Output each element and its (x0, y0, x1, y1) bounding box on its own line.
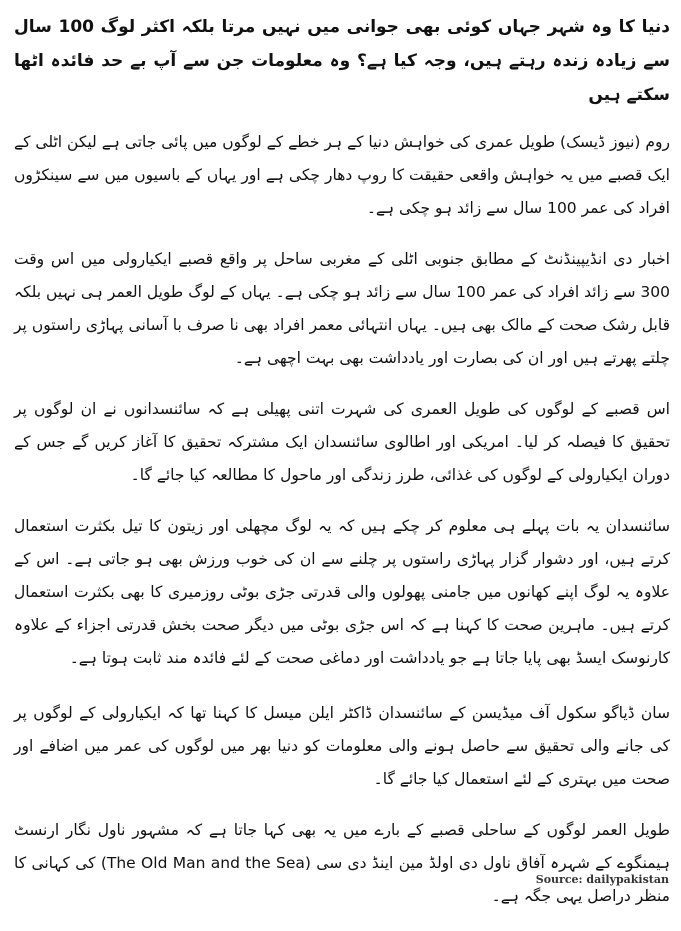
article-paragraph: سائنسدان یہ بات پہلے ہی معلوم کر چکے ہیں کہ یہ لوگ مچھلی اور زیتون کا تیل بکثرت استعمال کرتے ہیں، اور دشوار گزار پہاڑی راستوں پر چلنے سے ان کی خوب ورزش بھی ہو جاتی ہے۔ اس کے علاوہ یہ لوگ اپنے کھانوں میں جامنی پھولوں والی قدرتی جڑی بوٹی روزمیری کا بھی بکثرت استعمال کرتے ہیں۔ ماہرین صحت کا کہنا ہے کہ اس جڑی بوٹی میں دیگر صحت بخش قدرتی اجزاء کے علاوہ کارنوسک ایسڈ بھی پایا جاتا ہے جو یادداشت اور دماغی صحت کے لئے فائدہ مند ثابت ہوتا ہے۔ (14, 517, 670, 667)
article-paragraph: اس قصبے کے لوگوں کی طویل العمری کی شہرت اتنی پھیلی ہے کہ سائنسدانوں نے ان لوگوں پر تحقیق کا فیصلہ کر لیا۔ امریکی اور اطالوی سائنسدان ایک مشترکہ تحقیق کا آغاز کریں گے جس کے دوران ایکیارولی کے لوگوں کی غذائی، طرز زندگی اور ماحول کا مطالعہ کیا جائے گا۔ (14, 400, 670, 484)
article-paragraph: اخبار دی انڈیپینڈنٹ کے مطابق جنوبی اٹلی کے مغربی ساحل پر واقع قصبے ایکیارولی میں اس وقت 300 سے زائد افراد کی عمر 100 سال سے زائد ہو چکی ہے۔ یہاں کے لوگ طویل العمر ہی نہیں بلکہ قابل رشک صحت کے مالک بھی ہیں۔ یہاں انتہائی معمر افراد بھی نا صرف با آسانی پہاڑی راستوں پر چلتے پھرتے ہیں اور ان کی بصارت اور یادداشت بھی بہت اچھی ہے۔ (14, 250, 670, 367)
article-paragraph: طویل العمر لوگوں کے ساحلی قصبے کے بارے میں یہ بھی کہا جاتا ہے کہ مشہور ناول نگار ارنسٹ ہیمنگوے کے شہرہ آفاق ناول دی اولڈ مین اینڈ دی سی (The Old Man and the Sea) کی کہانی کا منظر دراصل یہی جگہ ہے۔ (14, 821, 670, 905)
article-headline: دنیا کا وہ شہر جہاں کوئی بھی جوانی میں نہیں مرتا بلکہ اکثر لوگ 100 سال سے زیادہ زندہ رہتے ہیں، وجہ کیا ہے؟ وہ معلومات جن سے آپ بے حد فائدہ اٹھا سکتے ہیں (14, 17, 670, 105)
article (14, 10, 670, 931)
article-paragraph: روم (نیوز ڈیسک) طویل عمری کی خواہش دنیا کے ہر خطے کے لوگوں میں پائی جاتی ہے لیکن اٹلی کے ایک قصبے میں یہ خواہش واقعی حقیقت کا روپ دھار چکی ہے اور یہاں کے باسیوں میں سے سینکڑوں افراد کی عمر 100 سال سے زائد ہو چکی ہے۔ (14, 133, 670, 217)
source-credit: Source: dailypakistan (535, 873, 669, 886)
article-paragraph: سان ڈیاگو سکول آف میڈیسن کے سائنسدان ڈاکٹر ایلن میسل کا کہنا تھا کہ ایکیارولی کے لوگوں پر کی جانے والی تحقیق سے حاصل ہونے والی معلومات کو دنیا بھر میں لوگوں کی عمر میں اضافے اور صحت میں بہتری کے لئے استعمال کیا جائے گا۔ (14, 704, 670, 788)
